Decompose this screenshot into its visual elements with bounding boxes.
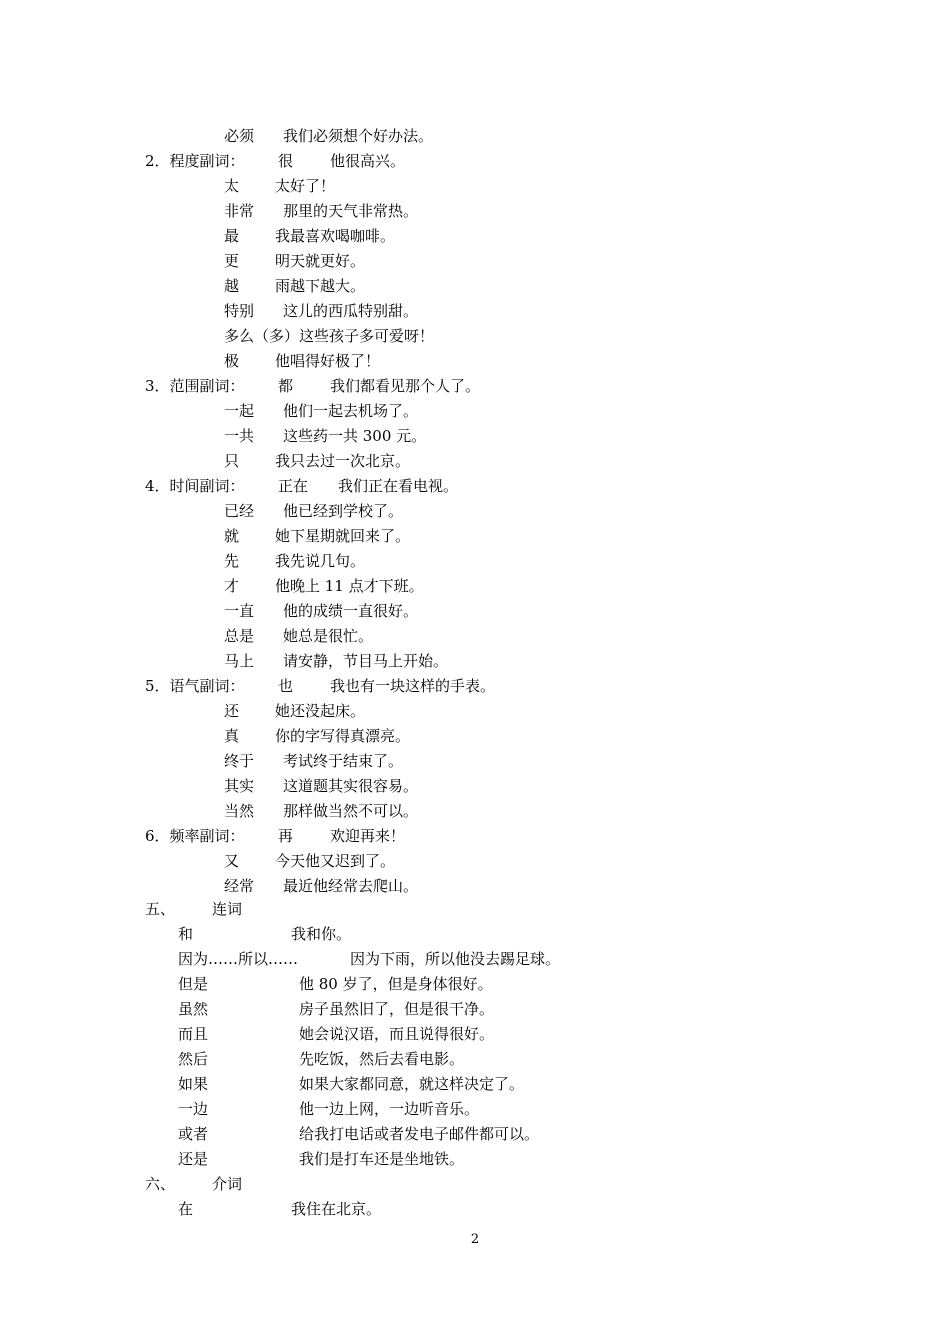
line-text: 我最喜欢喝咖啡。 [275,227,396,245]
line-term: 先 [224,552,240,570]
line-text: 雨越下越大。 [275,277,366,295]
line-text: 今天他又迟到了。 [275,852,396,870]
line-text: 他一边上网，一边听音乐。 [299,1100,480,1118]
text-line [0,649,950,674]
line-text: 我们正在看电视。 [338,477,459,495]
text-line [0,749,950,774]
text-line [0,1197,950,1222]
line-text: 这些药一共 300 元。 [283,427,427,445]
text-line [0,849,950,874]
line-term: 终于 [224,752,255,770]
text-line [0,922,950,947]
line-term: 因为……所以…… [178,950,299,968]
line-term: 然后 [178,1050,209,1068]
text-line [0,324,950,349]
line-text: 先吃饭，然后去看电影。 [299,1050,465,1068]
text-line [0,599,950,624]
line-term: 极 [224,352,240,370]
line-text: 也 [278,677,294,695]
line-term: 特别 [224,302,255,320]
text-line [0,249,950,274]
text-line [0,624,950,649]
line-term: 又 [224,852,240,870]
line-term: 5．语气副词： [145,677,245,695]
line-text: 她还没起床。 [275,702,366,720]
line-text: 他唱得好极了！ [275,352,381,370]
line-text: 他晚上 11 点才下班。 [275,577,424,595]
line-term: 一直 [224,602,255,620]
line-term: 才 [224,577,240,595]
text-line [0,799,950,824]
text-line [0,549,950,574]
line-text: 都 [278,377,294,395]
line-text: 正在 [278,477,309,495]
text-line [0,1072,950,1097]
line-text: 如果大家都同意，就这样决定了。 [299,1075,525,1093]
text-line [0,124,950,149]
line-term: 最 [224,227,240,245]
line-text: 她总是很忙。 [283,627,374,645]
line-term: 其实 [224,777,255,795]
line-text: 他很高兴。 [330,152,406,170]
line-term: 当然 [224,802,255,820]
line-term: 太 [224,177,240,195]
line-text: 介词 [212,1175,243,1193]
text-line [0,574,950,599]
text-line [0,299,950,324]
line-term: 一共 [224,427,255,445]
text-line [0,374,950,399]
line-text: 我们都看见那个人了。 [330,377,481,395]
text-line [0,699,950,724]
text-line [0,224,950,249]
line-term: 一边 [178,1100,209,1118]
line-term: 已经 [224,502,255,520]
line-term: 五、 [145,900,176,918]
line-term: 经常 [224,877,255,895]
line-text: 考试终于结束了。 [283,752,404,770]
text-line [0,1022,950,1047]
text-line [0,972,950,997]
line-term: 一起 [224,402,255,420]
text-line [0,149,950,174]
line-text: 她会说汉语，而且说得很好。 [299,1025,495,1043]
text-line [0,424,950,449]
text-line [0,724,950,749]
line-text: 我和你。 [291,925,352,943]
line-term: 6．频率副词： [145,827,245,845]
line-term: 而且 [178,1025,209,1043]
line-term: 还是 [178,1150,209,1168]
text-line [0,449,950,474]
line-text: 明天就更好。 [275,252,366,270]
line-text: 他的成绩一直很好。 [283,602,419,620]
line-term: 更 [224,252,240,270]
line-text: 这道题其实很容易。 [283,777,419,795]
line-term: 4．时间副词： [145,477,245,495]
text-line [0,349,950,374]
line-text: 请安静，节目马上开始。 [283,652,449,670]
line-text: 我住在北京。 [291,1200,382,1218]
line-term: 真 [224,727,240,745]
line-text: 最近他经常去爬山。 [283,877,419,895]
line-term: 六、 [145,1175,176,1193]
text-line [0,824,950,849]
line-term: 就 [224,527,240,545]
line-term: 如果 [178,1075,209,1093]
text-line [0,1097,950,1122]
text-line [0,997,950,1022]
line-term: 3．范围副词： [145,377,245,395]
line-text: 房子虽然旧了，但是很干净。 [299,1000,495,1018]
text-line [0,399,950,424]
text-line [0,1122,950,1147]
text-line [0,1147,950,1172]
line-text: 我只去过一次北京。 [275,452,411,470]
line-term: 马上 [224,652,255,670]
line-text: 再 [278,827,294,845]
line-text: 给我打电话或者发电子邮件都可以。 [299,1125,540,1143]
text-line [0,874,950,899]
text-line [0,1172,950,1197]
line-text: 连词 [212,900,243,918]
text-line [0,274,950,299]
line-text: 太好了！ [275,177,336,195]
text-line [0,947,950,972]
page-number: 2 [470,1232,480,1247]
line-text: 我也有一块这样的手表。 [330,677,496,695]
text-line [0,199,950,224]
line-term: 只 [224,452,240,470]
line-text: 我先说几句。 [275,552,366,570]
text-line [0,674,950,699]
line-text: 那里的天气非常热。 [283,202,419,220]
line-text: 这儿的西瓜特别甜。 [283,302,419,320]
line-text: 欢迎再来！ [330,827,406,845]
line-text: 他已经到学校了。 [283,502,404,520]
line-text: 我们必须想个好办法。 [283,127,434,145]
line-text: 很 [278,152,294,170]
line-term: 总是 [224,627,255,645]
line-term: 多么（多）这些孩子多可爱呀！ [224,327,435,345]
line-text: 我们是打车还是坐地铁。 [299,1150,465,1168]
line-term: 必须 [224,127,255,145]
line-text: 他 80 岁了，但是身体很好。 [299,975,493,993]
text-line [0,174,950,199]
line-term: 越 [224,277,240,295]
text-line [0,1047,950,1072]
line-term: 但是 [178,975,209,993]
line-text: 他们一起去机场了。 [283,402,419,420]
text-line [0,774,950,799]
text-line [0,524,950,549]
text-line [0,474,950,499]
line-text: 她下星期就回来了。 [275,527,411,545]
text-line [0,897,950,922]
line-text: 那样做当然不可以。 [283,802,419,820]
line-term: 或者 [178,1125,209,1143]
line-term: 还 [224,702,240,720]
line-term: 在 [178,1200,194,1218]
line-term: 非常 [224,202,255,220]
line-text: 你的字写得真漂亮。 [275,727,411,745]
line-term: 虽然 [178,1000,209,1018]
line-term: 和 [178,925,194,943]
line-term: 2．程度副词： [145,152,245,170]
text-line [0,499,950,524]
line-text: 因为下雨，所以他没去踢足球。 [350,950,561,968]
